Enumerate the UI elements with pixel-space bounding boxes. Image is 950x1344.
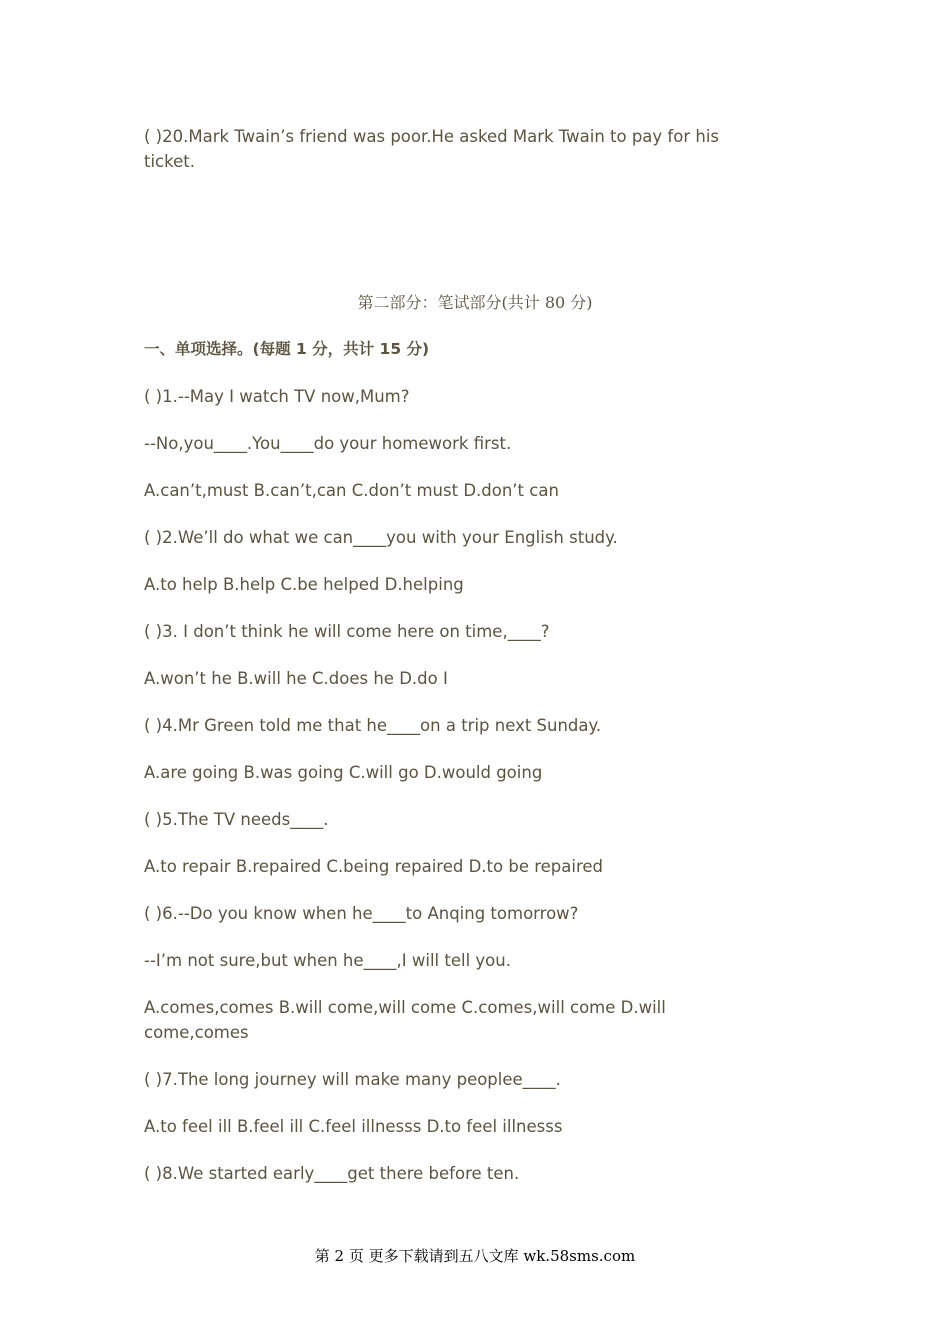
page-footer: 第 2 页 更多下载请到五八文库 wk.58sms.com bbox=[314, 1247, 636, 1265]
question-20: ( )20.Mark Twain’s friend was poor.He asked Mark Twain to pay for his ticket. bbox=[144, 127, 719, 171]
question-4-options: A.are going B.was going C.will go D.would going bbox=[144, 763, 543, 782]
question-6-options: A.comes,comes B.will come,will come C.comes,will come D.will come,comes bbox=[144, 998, 666, 1042]
question-1-options: A.can’t,must B.can’t,can C.don’t must D.don’t can bbox=[144, 481, 559, 500]
part-two-title: 第二部分：笔试部分(共计 80 分) bbox=[357, 293, 593, 312]
question-1-dialog: --No,you____.You____do your homework first. bbox=[144, 434, 512, 453]
question-3-options: A.won’t he B.will he C.does he D.do I bbox=[144, 669, 448, 688]
question-8: ( )8.We started early____get there before ten. bbox=[144, 1164, 520, 1183]
question-2-options: A.to help B.help C.be helped D.helping bbox=[144, 575, 464, 594]
question-3: ( )3. I don’t think he will come here on time,____? bbox=[144, 622, 550, 641]
question-6: ( )6.--Do you know when he____to Anqing tomorrow? bbox=[144, 904, 579, 923]
question-1: ( )1.--May I watch TV now,Mum? bbox=[144, 387, 410, 406]
question-4: ( )4.Mr Green told me that he____on a trip next Sunday. bbox=[144, 716, 602, 735]
page-content bbox=[144, 124, 764, 1208]
question-2: ( )2.We’ll do what we can____you with your English study. bbox=[144, 528, 618, 547]
section-title: 一、单项选择。(每题 1 分，共计 15 分) bbox=[144, 340, 430, 358]
question-7: ( )7.The long journey will make many peoplee____. bbox=[144, 1070, 561, 1089]
question-5: ( )5.The TV needs____. bbox=[144, 810, 329, 829]
question-list bbox=[144, 384, 764, 1186]
question-7-options: A.to feel ill B.feel ill C.feel illnesss D.to feel illnesss bbox=[144, 1117, 563, 1136]
question-6-dialog: --I’m not sure,but when he____,I will tell you. bbox=[144, 951, 511, 970]
question-5-options: A.to repair B.repaired C.being repaired D.to be repaired bbox=[144, 857, 604, 876]
